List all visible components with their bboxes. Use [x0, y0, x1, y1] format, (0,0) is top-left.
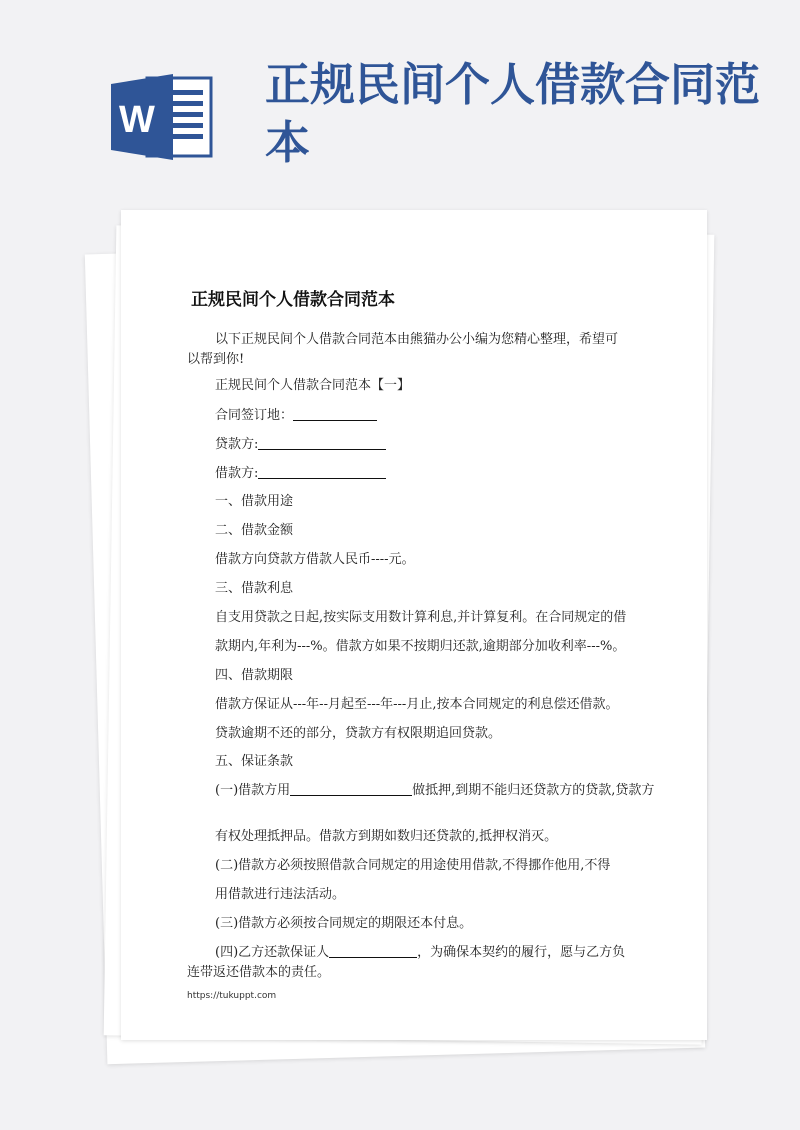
guarantee-4-prefix: (四)乙方还款保证人 [215, 945, 330, 960]
heading-term: 四、借款期限 [215, 668, 294, 683]
heading-interest: 三、借款利息 [215, 581, 294, 596]
lender-row [215, 435, 386, 455]
word-icon [111, 74, 215, 160]
term-line-1: 借款方保证从---年--月起至---年---月止,按本合同规定的利息偿还借款。 [215, 697, 619, 712]
guarantor-blank [329, 943, 417, 958]
sign-place-label: 合同签订地： [215, 408, 294, 423]
borrower-blank [258, 464, 386, 479]
page-title: 正规民间个人借款合同范本 [265, 58, 761, 169]
footer-url: https://tukuppt.com [187, 991, 277, 1001]
document-title: 正规民间个人借款合同范本 [191, 290, 395, 310]
heading-guarantee: 五、保证条款 [215, 754, 294, 769]
guarantee-2-line-2: 用借款进行违法活动。 [215, 887, 346, 902]
document-page [121, 210, 707, 1040]
svg-text:W: W [119, 99, 155, 141]
guarantee-1-line-2: 有权处理抵押品。借款方到期如数归还贷款的,抵押权消灭。 [215, 829, 558, 844]
collateral-blank [290, 781, 412, 796]
guarantee-4 [187, 943, 637, 983]
sign-place-blank [293, 406, 377, 421]
lender-blank [258, 435, 386, 450]
borrower-label: 借款方: [215, 466, 259, 481]
section-heading: 正规民间个人借款合同范本【一】 [215, 378, 411, 393]
guarantee-2-line-1: (二)借款方必须按照借款合同规定的用途使用借款,不得挪作他用,不得 [215, 858, 611, 873]
term-line-2: 贷款逾期不还的部分，贷款方有权限期追回贷款。 [215, 726, 502, 741]
interest-line-2: 款期内,年利为---%。借款方如果不按期归还款,逾期部分加收利率---%。 [215, 639, 626, 654]
guarantee-1-prefix: (一)借款方用 [215, 783, 291, 798]
heading-purpose: 一、借款用途 [215, 494, 294, 509]
guarantee-1-line-1 [215, 781, 654, 801]
intro-paragraph: 以下正规民间个人借款合同范本由熊猫办公小编为您精心整理，希望可以帮到你! [187, 332, 619, 367]
guarantee-1-suffix: 做抵押,到期不能归还贷款方的贷款,贷款方 [412, 783, 655, 798]
heading-amount: 二、借款金额 [215, 523, 294, 538]
sign-place-row [215, 406, 377, 426]
borrower-row [215, 464, 386, 484]
amount-text: 借款方向贷款方借款人民币----元。 [215, 552, 415, 567]
guarantee-3: (三)借款方必须按合同规定的期限还本付息。 [215, 916, 473, 931]
guarantee-4-suffix: ，为确保本契约的履行，愿与乙方负连带返还借款本的责任。 [187, 945, 626, 980]
interest-line-1: 自支用贷款之日起,按实际支用数计算利息,并计算复利。在合同规定的借 [215, 610, 627, 625]
lender-label: 贷款方: [215, 437, 259, 452]
